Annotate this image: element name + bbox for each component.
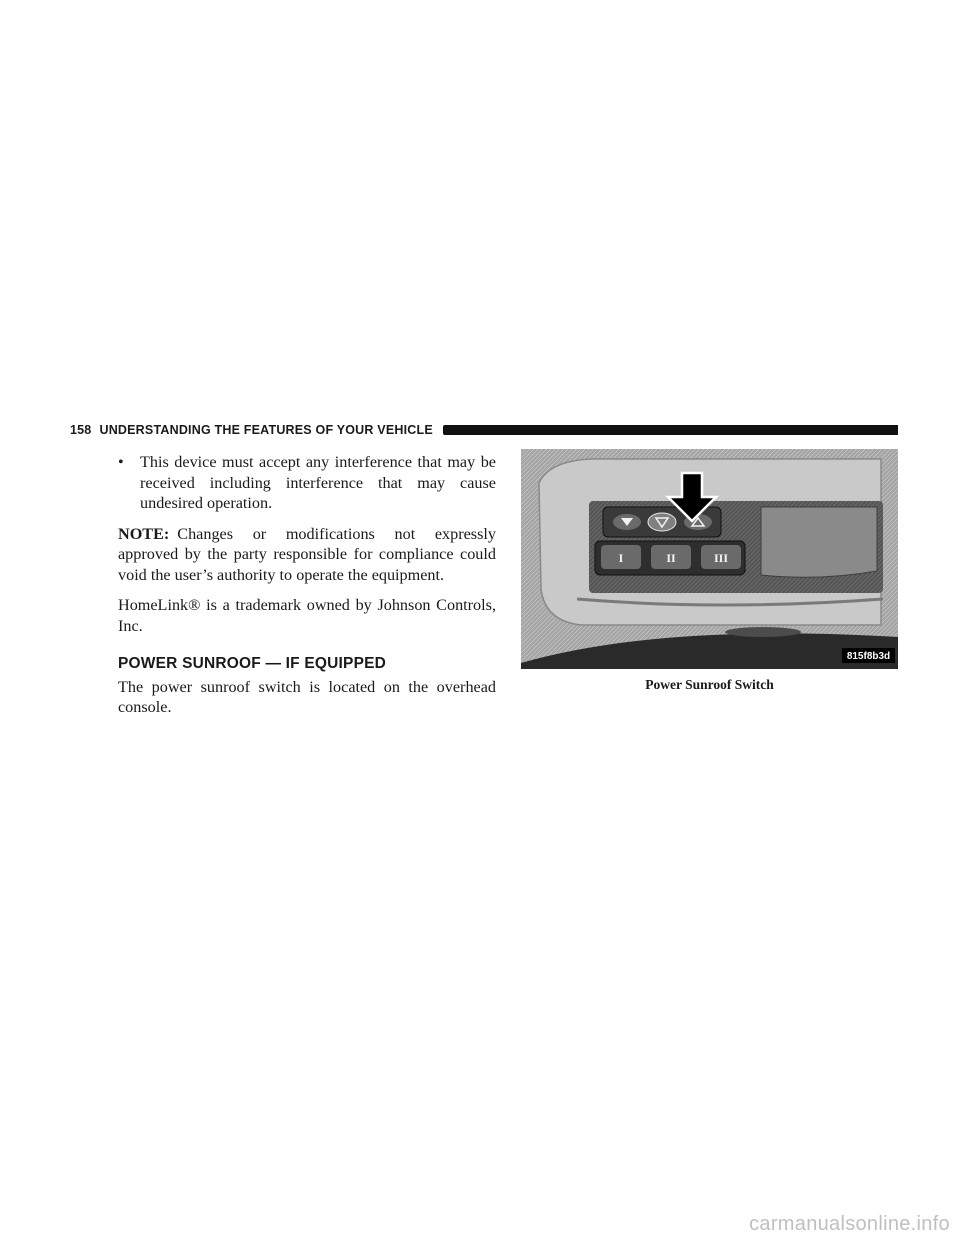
note-paragraph xyxy=(118,524,496,586)
button-label-1: I xyxy=(618,551,624,565)
page-number: 158 xyxy=(70,423,92,437)
running-title: UNDERSTANDING THE FEATURES OF YOUR VEHICLE xyxy=(99,423,433,437)
button-label-2: II xyxy=(666,551,676,565)
sunroof-switch-photo xyxy=(521,449,898,669)
figure-code: 815f8b3d xyxy=(846,651,891,662)
trademark-paragraph: HomeLink® is a trademark owned by Johnson Controls, Inc. xyxy=(118,596,496,635)
left-column xyxy=(118,452,496,718)
note-label: NOTE: xyxy=(118,524,170,543)
section-paragraph: The power sunroof switch is located on the overhead console. xyxy=(118,677,496,716)
footer-watermark: carmanualsonline.info xyxy=(749,1213,950,1235)
note-text: Changes or modifications not expressly approved by the party responsible for compliance could void the user’s authority to operate the equipment. xyxy=(118,524,496,584)
figure-caption: Power Sunroof Switch xyxy=(645,677,774,692)
header-rule xyxy=(443,425,898,435)
bullet-text: This device must accept any interference that may be received including interference that may cause undesired operation. xyxy=(140,453,496,512)
button-label-3: III xyxy=(713,551,729,565)
bullet-icon: • xyxy=(118,453,124,471)
figure xyxy=(521,449,898,693)
bullet-item xyxy=(118,452,496,514)
page-header xyxy=(70,420,898,440)
section-heading: POWER SUNROOF — IF EQUIPPED xyxy=(118,655,387,672)
